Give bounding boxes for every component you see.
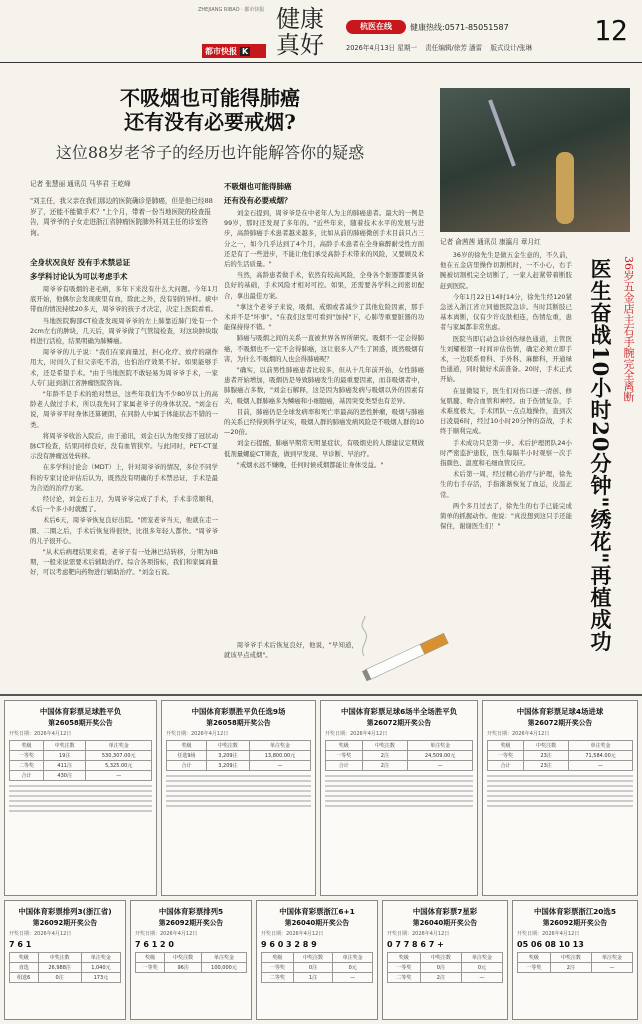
table-cell: 0元 [333,963,373,973]
table-cell: 一等奖 [388,963,421,973]
winning-numbers: 05 06 08 10 13 [517,940,584,949]
page-number: 12 [594,14,628,47]
paragraph: 在显微镜下，医生们对伤口逐一清创、修复肌腱、吻合血管和神经。由于伤情复杂，手术难度极大，手术团队一点点地操作，直到次日凌晨6时，经过10小时20分钟的奋战，手术终于顺利完成。 [440,386,572,436]
lottery-info: 开奖日期：2026年4月12日 [9,931,72,937]
table-cell: — [249,761,310,771]
table-cell: 1注 [293,973,333,983]
newspaper-logo [202,44,266,58]
table-cell: 二等奖 [262,973,294,983]
table-cell: 2注 [362,761,408,771]
fine-print [325,775,473,807]
paragraph: "年龄不是手术的绝对禁忌，这些年我们为不少80岁以上的高龄老人做过手术，所以我先问了家属老爷子的身体状况。"刘金石说，周爷爷平时身体还算硬朗，在同龄人中属于体能状态不错的一类。 [30,390,218,429]
lottery-subtitle: 第26092期开奖公告 [158,919,224,927]
lottery-box [130,900,252,1020]
health-hotline: 健康热线:0571-85051587 [410,23,509,32]
table-cell: 直选 [10,963,39,973]
lottery-table [9,740,152,781]
paragraph: 刘金石提醒，肺癌早期常无明显症状，有吸烟史的人群建议定期做低剂量螺旋CT筛查，做到早发现、早诊断、早治疗。 [224,439,424,458]
lottery-subtitle: 第26092期开奖公告 [542,919,608,927]
table-cell: — [461,973,502,983]
paragraph: 刘金石提到，周爷爷是在中老年人为主的肺癌患者。最大的一例是99岁，那时还发现了多年的。"近些年来，随着技术水平的发展与进步，高龄肺癌手术患者越来越多，比如从前的肺癌微创手术目前只占三分之一，如今几乎达到了4个月，高龄手术患者在全身麻醉耐受性方面还是有了一些进步，不能让他们承受高龄手术带来的风险，又要顾及术后的生活质量。" [224,209,424,269]
lottery-table [487,740,633,771]
table-cell: 0注 [293,963,333,973]
article-lead: "刘主任，我父亲在我们那边的医院确诊是肺癌，但是他已经88岁了，还能不能做手术？"上个月，带着一份当地医院的检查报告，周爷爷的子女走进浙江省肿瘤医院肺外科刘主任的诊室咨询。 [30,197,213,237]
table-cell: 二等奖 [388,973,421,983]
lottery-box [161,700,316,896]
table-cell: 单注奖金 [461,953,502,963]
table-cell: 71,584.00元 [569,751,633,761]
paragraph: 当然，高龄患者做手术，依然有较高风险，全身各个脏器都要具备良好的基础，手术风险才相对可控。如果，还需要各学科之间密切配合，拿出最佳方案。 [224,271,424,300]
surgical-tool [488,99,516,166]
issue-meta [346,42,538,52]
masthead-subtitle: ZHEJIANG RIBAO · 都市快报 [198,7,265,13]
table-cell: 任选9场 [167,751,207,761]
right-article-body [440,250,572,680]
table-cell: 13,800.00元 [249,751,310,761]
table-cell: 中奖注数 [206,741,249,751]
table-cell: 中奖注数 [38,953,81,963]
issue-date: 2026年4月13日 星期一 [346,44,418,52]
paragraph: 目前，肺癌仍是全球发病率和死亡率最高的恶性肿瘤，吸烟与肺癌的关系已经得到科学证实，吸烟人群的肺癌发病风险是不吸烟人群的10—20倍。 [224,407,424,437]
paragraph: "从术后病理结果来看，老爷子有一处淋巴结转移，分期为IIB期，一般来说需要术后辅助治疗。综合各项指标，我们和家属商量好，可以考虑靶向药物进行辅助治疗。"刘金石说。 [30,548,218,577]
article-column-2 [224,178,424,636]
table-cell: 0注 [420,963,461,973]
headline-line2: 还有没有必要戒烟? [124,110,296,134]
paragraph: 在多学科讨论会（MDT）上，针对周爷爷的情况，多位不同学科的专家讨论评估后认为，既然没有明确的手术禁忌证，手术是最为合适的治疗方案。 [30,463,218,492]
table-cell: 2注 [550,963,591,973]
lottery-box [256,900,378,1020]
table-cell: 二等奖 [10,761,44,771]
lottery-title: 中国体育彩票浙江6+1 [279,907,355,916]
table-cell: 100,000元 [201,963,246,973]
table-cell: 中奖注数 [420,953,461,963]
lottery-subtitle: 第26040期开奖公告 [284,919,350,927]
paragraph: 当地医院胸部CT检查发现周爷爷的左上肺靠近肺门处有一个2cm左右的肿块，几天后，周爷爷做了气管镜检查，对这块肿块取样进行活检，结果明确为肺鳞癌。 [30,316,218,346]
section-heading: 不吸烟也可能得肺癌 [224,182,292,191]
header-divider [0,62,642,63]
lottery-table [135,952,247,973]
table-cell: 奖级 [488,741,524,751]
table-cell: 中奖注数 [524,741,569,751]
section-subheading: 多学科讨论认为可以考虑手术 [30,272,128,281]
lottery-subtitle: 第26058期开奖公告 [48,719,113,727]
section-subheading: 还有没有必要戒烟？ [224,196,292,205]
brand-badge: 杭医在线 [346,20,406,34]
article-headline [0,86,420,134]
paragraph: 周爷爷的儿子说："我们在家商量过，担心化疗、放疗的副作用大，时间久了但父亲吃不消，也怕治疗效果不好。如果能够手术，还是希望手术。"由于当地医院不敢轻易为周爷爷手术，一家人专门赶到浙江省肿瘤医院咨询。 [30,348,218,387]
fine-print [487,775,633,807]
lottery-title: 中国体育彩票7星彩 [412,907,478,916]
winning-numbers: 0 7 7 8 6 7 + [387,940,444,949]
lottery-table [166,740,311,771]
winning-numbers: 9 6 0 3 2 8 9 [261,940,317,949]
table-cell: 一等奖 [326,751,363,761]
paragraph: 手术成功只是第一步。术后护理团队24小时严密监护患肢，医生每隔半小时观察一次手指颜色、温度和毛细血管反应。 [440,438,572,468]
paragraph: 将周爷爷收治入院后，由于通讯，刘金石认为他安排了冠状动脉CT检查，结果同样良好，没有血管狭窄。与此同时，PET-CT显示没有肿瘤远处转移。 [30,431,218,461]
table-cell: — [333,973,373,983]
lottery-subtitle: 第26072期开奖公告 [366,719,432,727]
table-cell: 奖级 [326,741,363,751]
table-cell: 奖级 [388,953,421,963]
lottery-subtitle: 第26040期开奖公告 [412,919,478,927]
table-cell: 26,988注 [38,963,81,973]
paragraph: "戒烟永远不嫌晚，任何时候戒烟都能让身体受益。" [236,460,384,469]
table-cell: 合计 [167,761,207,771]
table-cell: 3,209注 [206,751,249,761]
paragraph: 周爷爷有吸烟的老毛病，多年下来没有什么大问题。今年1月底开始，他偶尔会发现痰里有血，除此之外，没有别的异样。痰中带血的情况持续20多天，周爷爷的孩子才决定，决定上医院看看。 [30,285,218,314]
table-cell: 奖级 [10,953,39,963]
paragraph: 术后6天，周爷爷恢复良好出院。"团宠老爷当天，他就在走一圈、二圈之后，手术后恢复得很快，比很多年轻人都快。"周爷爷的儿子很开心。 [30,516,218,545]
table-cell: 奖级 [262,953,294,963]
lottery-info: 开奖日期：2026年4月12日 [135,931,198,937]
article-byline: 记者 张慧丽 通讯员 马华君 王屹峰 [30,180,131,188]
section-heading: 全身状况良好 没有手术禁忌证 [30,258,131,267]
lottery-title: 中国体育彩票胜平负任选9场 [191,707,286,716]
lottery-title: 中国体育彩票排列3(浙江省) [18,907,112,916]
lottery-box [512,900,638,1020]
lottery-info: 开奖日期：2026年4月12日 [261,931,324,937]
table-cell: 5,325.00元 [86,761,152,771]
lottery-title: 中国体育彩票足球胜平负 [39,707,122,716]
paragraph: 医院当即启动急诊创伤绿色通道，主管医生刘耀根第一时间评估伤情，确定必须立即手术，一边联系骨科、手外科、麻醉科，开通绿色通道，同时做好术前准备。20时，手术正式开始。 [440,334,572,384]
lottery-box [4,700,157,896]
table-cell: — [86,771,152,781]
headline-line1: 不吸烟也可能得肺癌 [120,86,300,110]
paragraph: 经讨论，刘金石主刀，为周爷爷完成了手术，手术非常顺利，术后一个多小时就醒了。 [30,495,218,514]
table-cell: 单注奖金 [333,953,373,963]
replanted-hand [556,152,574,224]
table-cell: 1,040元 [81,963,120,973]
table-cell: 单注奖金 [591,953,632,963]
lottery-subtitle: 第26092期开奖公告 [32,919,98,927]
winning-numbers: 7 6 1 [9,940,32,949]
table-cell: 中奖注数 [293,953,333,963]
table-cell: 一等奖 [262,963,294,973]
fine-print [166,775,311,807]
table-cell: 奖级 [518,953,551,963]
table-cell: 单注奖金 [569,741,633,751]
lottery-info: 开奖日期：2026年4月12日 [487,731,550,737]
lottery-info: 开奖日期：2026年4月12日 [166,731,229,737]
table-cell: 一等奖 [136,963,165,973]
table-cell: 单注奖金 [408,741,473,751]
lottery-box [320,700,478,896]
lottery-table [261,952,373,983]
table-cell: 一等奖 [10,751,44,761]
table-cell: 0元 [461,963,502,973]
lottery-table [387,952,503,983]
table-cell: 530,307.00元 [86,751,152,761]
surgery-photo [440,88,630,232]
table-cell: 3,209注 [206,761,249,771]
table-cell: 合计 [488,761,524,771]
section-title-line1: 健康 [276,5,324,33]
lottery-title: 中国体育彩票浙江20选5 [534,907,616,916]
table-cell: 中奖注数 [550,953,591,963]
table-cell: 中奖注数 [165,953,202,963]
table-cell: 430注 [43,771,85,781]
paragraph: "确实，以前男性肺癌患者比较多，但从十几年前开始，女性肺癌患者开始增加，吸烟仍是导致肺癌发生的最重要因素，而非吸烟者中，肺腺癌占多数，"刘金石解释，这是因为肺癌发病与吸烟以外的因素有关，吸烟人群肺癌多为鳞癌和小细胞癌，基因突变类型也有差异。 [224,366,424,405]
lottery-info: 开奖日期：2026年4月12日 [517,931,580,937]
logo-label: 都市快报 [205,47,237,56]
lottery-title: 中国体育彩票排列5 [158,907,224,916]
table-cell: 一等奖 [518,963,551,973]
paragraph: 周爷爷手术后恢复良好，他说，"早知道，就该早点戒烟"。 [224,641,358,660]
table-cell: — [408,761,473,771]
lottery-table [325,740,473,771]
table-cell: 411注 [43,761,85,771]
lottery-subtitle: 第26058期开奖公告 [206,719,271,727]
lottery-box [482,700,638,896]
article-subheadline: 这位88岁老爷子的经历也许能解答你的疑惑 [55,143,365,162]
table-cell: 23注 [524,761,569,771]
right-article-subheadline: 36岁五金店主右手腕完全离断 [622,256,635,402]
photo-caption: 记者 俞茜茜 通讯员 康瀛月 章月红 [440,238,541,246]
article-column-2-closing [224,640,358,688]
table-cell: 23注 [524,751,569,761]
right-article-headline: 医生奋战10小时20分钟"绣花"再植成功 [588,258,613,653]
table-cell: 一等奖 [488,751,524,761]
table-cell: 奖级 [136,953,165,963]
lottery-subtitle: 第26072期开奖公告 [527,719,593,727]
table-cell: 中奖注数 [43,741,85,751]
editor-credit: 责任编辑/徐芳 潘雷 [425,44,483,52]
logo-k-icon: K [242,47,249,56]
section-title [276,6,336,58]
table-cell: 单注奖金 [249,741,310,751]
lottery-table [517,952,633,973]
table-cell: 173元 [81,973,120,983]
table-cell: 中奖注数 [362,741,408,751]
designer-credit: 版式设计/张琳 [490,44,533,52]
table-cell: 单注奖金 [81,953,120,963]
table-cell: 合计 [10,771,44,781]
table-cell: 24,509.00元 [408,751,473,761]
lottery-box [382,900,508,1020]
paragraph: 肺癌与吸烟之间的关系一直被世界各界所研究。吸烟不一定会得肺癌，不吸烟也不一定不会得肺癌，这让很多人产生了困惑，既然吸烟有害，为什么不吸烟的人也会得肺癌呢？ [224,334,424,363]
table-cell: 96注 [165,963,202,973]
lottery-info: 开奖日期：2026年4月12日 [387,931,450,937]
paragraph: "拿这个老爷子来说，吸烟、戒烟或者减少了其他危险因素，那手术并不是"坏事"。"在我们这里可看到"加持"下，心肺等重要脏器的功能保持得不错。" [224,302,424,332]
paragraph: 两个多月过去了，徐先生的右手已能完成简单的抓握动作。他说："真没想到这只手还能保住，谢谢医生们！" [440,501,572,531]
section-title-line2: 真好 [276,31,324,59]
table-cell: — [591,963,632,973]
lottery-title: 中国体育彩票足球4场进球 [516,707,604,716]
lottery-table [9,952,121,983]
lottery-info: 开奖日期：2026年4月12日 [325,731,388,737]
paragraph: 今年1月22日14时14分，徐先生经120紧急送入浙江省立同德医院急诊。当时其断肢已基本离断，仅有少许皮肤相连，伤情危重，患者与家属都非常焦虑。 [440,292,572,332]
table-cell: 19注 [43,751,85,761]
lottery-info: 开奖日期：2026年4月12日 [9,731,72,737]
table-cell: 合计 [326,761,363,771]
lottery-section-divider [0,694,642,696]
table-cell: 2注 [362,751,408,761]
table-cell: 单注奖金 [201,953,246,963]
paragraph: 36岁的徐先生是做五金生意的，不久前，他在五金店里操作切割机时，一不小心，右手腕被切割机完全切断了，一家人赶紧带着断肢赶到医院。 [440,251,572,290]
table-cell: 2注 [420,973,461,983]
winning-numbers: 7 6 1 2 0 [135,940,174,949]
article-column-1 [30,254,218,686]
table-cell: 奖级 [167,741,207,751]
lottery-title: 中国体育彩票足球6场半全场胜平负 [340,707,457,716]
fine-print [9,785,152,812]
table-cell: 组选6 [10,973,39,983]
paragraph: 术后第一周，经过精心治疗与护理，徐先生的右手存活，手指渐渐恢复了血运，皮温正常。 [440,470,572,499]
table-cell: 0注 [38,973,81,983]
table-cell: 奖级 [10,741,44,751]
table-cell: 单注奖金 [86,741,152,751]
lottery-box [4,900,126,1020]
table-cell: — [569,761,633,771]
